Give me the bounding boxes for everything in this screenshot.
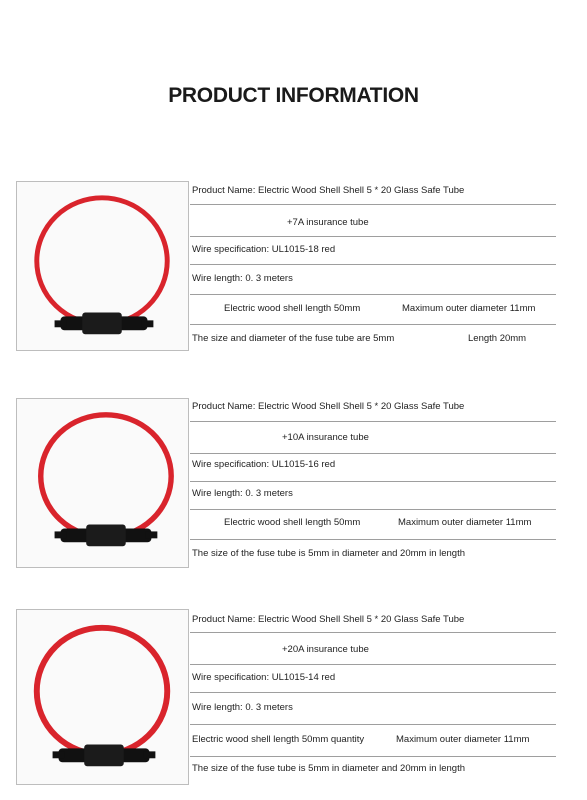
wire-length-row xyxy=(190,482,556,510)
dimensions-row xyxy=(190,510,556,540)
insurance-tube-row xyxy=(190,422,556,454)
tube-length: Length 20mm xyxy=(468,333,527,344)
insurance-tube-row xyxy=(190,633,556,665)
insurance-tube: +7A insurance tube xyxy=(287,217,369,228)
wire-spec-row xyxy=(190,237,556,265)
fuse-holder-wire-icon xyxy=(17,182,188,350)
wire-spec: Wire specification: UL1015-18 red xyxy=(192,244,336,255)
wire-length-row xyxy=(190,265,556,295)
outer-diameter: Maximum outer diameter 11mm xyxy=(396,734,530,745)
fuse-holder-wire-icon xyxy=(17,610,188,784)
wire-spec-row xyxy=(190,454,556,482)
shell-length: Electric wood shell length 50mm quantity xyxy=(192,734,365,745)
page-title: PRODUCT INFORMATION xyxy=(168,84,419,107)
wire-length: Wire length: 0. 3 meters xyxy=(192,488,293,499)
wire-length: Wire length: 0. 3 meters xyxy=(192,702,293,713)
product-name: Product Name: Electric Wood Shell Shell 5 * 20 Glass Safe Tube xyxy=(192,614,465,625)
product-block xyxy=(16,398,556,570)
fuse-size-row xyxy=(190,757,556,785)
wire-spec-row xyxy=(190,665,556,693)
product-name: Product Name: Electric Wood Shell Shell 5 * 20 Glass Safe Tube xyxy=(192,401,465,412)
product-name-row xyxy=(190,398,556,422)
wire-length: Wire length: 0. 3 meters xyxy=(192,273,293,284)
shell-length: Electric wood shell length 50mm xyxy=(224,303,361,314)
product-name-row xyxy=(190,609,556,633)
fuse-size-row xyxy=(190,540,556,570)
dimensions-row xyxy=(190,725,556,757)
wire-length-row xyxy=(190,693,556,725)
insurance-tube-row xyxy=(190,205,556,237)
fuse-holder-image xyxy=(16,609,189,785)
outer-diameter: Maximum outer diameter 11mm xyxy=(398,517,532,528)
fuse-size: The size of the fuse tube is 5mm in diameter and 20mm in length xyxy=(192,763,465,774)
fuse-holder-wire-icon xyxy=(17,399,188,567)
product-block xyxy=(16,181,556,353)
product-block xyxy=(16,609,556,791)
fuse-size: The size of the fuse tube is 5mm in diameter and 20mm in length xyxy=(192,548,465,559)
shell-length: Electric wood shell length 50mm xyxy=(224,517,361,528)
fuse-holder-image xyxy=(16,181,189,351)
insurance-tube: +20A insurance tube xyxy=(282,644,369,655)
wire-spec: Wire specification: UL1015-14 red xyxy=(192,672,336,683)
fuse-size-row xyxy=(190,325,556,353)
product-name: Product Name: Electric Wood Shell Shell 5 * 20 Glass Safe Tube xyxy=(192,185,465,196)
fuse-size: The size and diameter of the fuse tube are 5mm xyxy=(192,333,395,344)
outer-diameter: Maximum outer diameter 11mm xyxy=(402,303,536,314)
wire-spec: Wire specification: UL1015-16 red xyxy=(192,459,336,470)
dimensions-row xyxy=(190,295,556,325)
product-name-row xyxy=(190,181,556,205)
fuse-holder-image xyxy=(16,398,189,568)
insurance-tube: +10A insurance tube xyxy=(282,432,369,443)
